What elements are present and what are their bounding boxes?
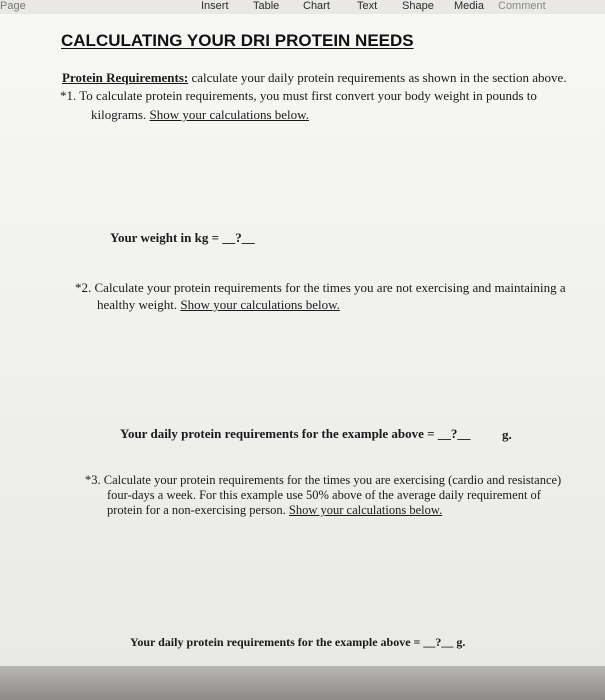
q2-answer-blank[interactable]: __?__ (437, 426, 471, 441)
q3-answer-unit: g. (453, 635, 466, 649)
q2-show-calculations: Show your calculations below. (180, 297, 340, 312)
q1-line-2 (91, 107, 309, 123)
toolbar-text-button[interactable]: Text (357, 0, 378, 12)
intro-text: calculate your daily protein requirements as shown in the section above. (188, 70, 567, 85)
toolbar-shape-button[interactable]: Shape (402, 0, 434, 12)
q1-answer-label: Your weight in kg = (110, 230, 223, 245)
q2-answer-unit: g. (502, 427, 512, 442)
toolbar-table-button[interactable]: Table (253, 0, 280, 12)
q2-answer-label: Your daily protein requirements for the example above = (120, 426, 438, 441)
page-title: CALCULATING YOUR DRI PROTEIN NEEDS (61, 31, 414, 50)
toolbar-chart-button[interactable]: Chart (303, 0, 330, 12)
toolbar-page-button[interactable]: Page (0, 0, 26, 12)
document-page[interactable] (0, 14, 605, 666)
q3-line-3-text: protein for a non-exercising person. (107, 503, 289, 517)
q3-answer (130, 635, 465, 650)
q2-line-1: *2. Calculate your protein requirements for the times you are not exercising and maintaining a (75, 280, 566, 295)
q1-show-calculations: Show your calculations below. (149, 107, 309, 122)
q2-answer (120, 426, 470, 442)
toolbar (0, 0, 605, 14)
screen-bezel (0, 666, 605, 700)
toolbar-insert-button[interactable]: Insert (201, 0, 229, 12)
q2-line-2 (97, 297, 340, 313)
q1-line-2-text: kilograms. (91, 107, 150, 122)
q2-line-2-text: healthy weight. (97, 297, 181, 312)
toolbar-media-button[interactable]: Media (454, 0, 484, 12)
q1-answer-blank[interactable]: __?__ (222, 230, 255, 245)
q3-answer-label: Your daily protein requirements for the example above = (130, 635, 424, 649)
toolbar-comment-button[interactable]: Comment (498, 0, 546, 12)
q1-answer (110, 230, 255, 246)
q3-show-calculations: Show your calculations below. (288, 503, 443, 517)
q1-line-1: *1. To calculate protein requirements, you must first convert your body weight in pounds to (60, 88, 537, 103)
q3-answer-blank[interactable]: __?__ (423, 635, 454, 649)
q3-line-2: four-days a week. For this example use 50% above of the average daily requirement of (107, 488, 541, 502)
intro-label: Protein Requirements: (62, 70, 189, 85)
q3-line-3 (107, 503, 442, 518)
intro-line (62, 70, 567, 86)
q3-line-1: *3. Calculate your protein requirements for the times you are exercising (cardio and resistance) (85, 473, 562, 487)
